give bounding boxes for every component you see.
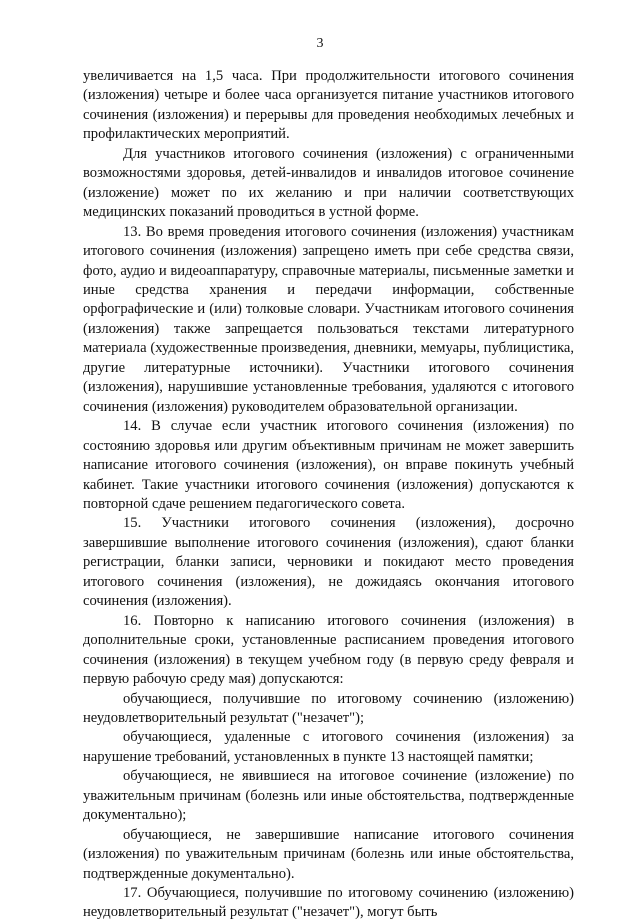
document-body bbox=[83, 67, 574, 923]
paragraph-continuation: увеличивается на 1,5 часа. При продолжительности итогового сочинения (изложения) четыре и более часа организуется питание участников итогового сочинения (изложения) и перерывы для проведения необходимых лечебных и профилактических мероприятий. bbox=[83, 68, 574, 143]
paragraph-item-17: 17. Обучающиеся, получившие по итоговому сочинению (изложению) неудовлетворительный результат ("незачет"), могут быть bbox=[83, 885, 574, 921]
list-item-failed: обучающиеся, получившие по итоговому сочинению (изложению) неудовлетворительный результат ("незачет"); bbox=[83, 690, 574, 726]
paragraph-item-14: 14. В случае если участник итогового сочинения (изложения) по состоянию здоровья или другим объективным причинам не может завершить написание итогового сочинения (изложения), он вправе покинуть учебный кабинет. Такие участники итогового сочинения (изложения) допускаются к повторной сдаче решением педагогического совета. bbox=[83, 418, 574, 512]
page-number: 3 bbox=[316, 36, 324, 51]
list-item-unfinished: обучающиеся, не завершившие написание итогового сочинения (изложения) по уважительным причинам (болезнь или иные обстоятельства, подтвержденные документально). bbox=[83, 826, 574, 882]
paragraph-item-13: 13. Во время проведения итогового сочинения (изложения) участникам итогового сочинения (изложения) запрещено иметь при себе средства связи, фото, аудио и видеоаппаратуру, справочные материалы, письменные заметки и иные средства хранения и передачи информации, собственные орфографические и (или) толковые словари. Участникам итогового сочинения (изложения) также запрещается пользоваться текстами литературного материала (художественные произведения, дневники, мемуары, публицистика, другие литературные источники). Участники итогового сочинения (изложения), нарушившие установленные требования, удаляются с итогового сочинения (изложения) руководителем образовательной организации. bbox=[83, 223, 574, 415]
paragraph-item-15: 15. Участники итогового сочинения (изложения), досрочно завершившие выполнение итогового сочинения (изложения), сдают бланки регистрации, бланки записи, черновики и покидают место проведения итогового сочинения (изложения), не дожидаясь окончания итогового сочинения (изложения). bbox=[83, 515, 574, 610]
list-item-absent: обучающиеся, не явившиеся на итоговое сочинение (изложение) по уважительным причинам (болезнь или иные обстоятельства, подтвержденные документально); bbox=[83, 768, 574, 824]
paragraph-disabled-participants: Для участников итогового сочинения (изложения) с ограниченными возможностями здоровья, детей-инвалидов и инвалидов итоговое сочинение (изложение) может по их желанию и при наличии соответствующих медицинских показаний проводиться в устной форме. bbox=[83, 145, 574, 221]
paragraph-item-16: 16. Повторно к написанию итогового сочинения (изложения) в дополнительные сроки, установленные расписанием проведения итогового сочинения (изложения) в текущем учебном году (в первую среду февраля и первую рабочую среду мая) допускаются: bbox=[83, 612, 574, 688]
list-item-removed: обучающиеся, удаленные с итогового сочинения (изложения) за нарушение требований, установленных в пункте 13 настоящей памятки; bbox=[83, 729, 574, 765]
